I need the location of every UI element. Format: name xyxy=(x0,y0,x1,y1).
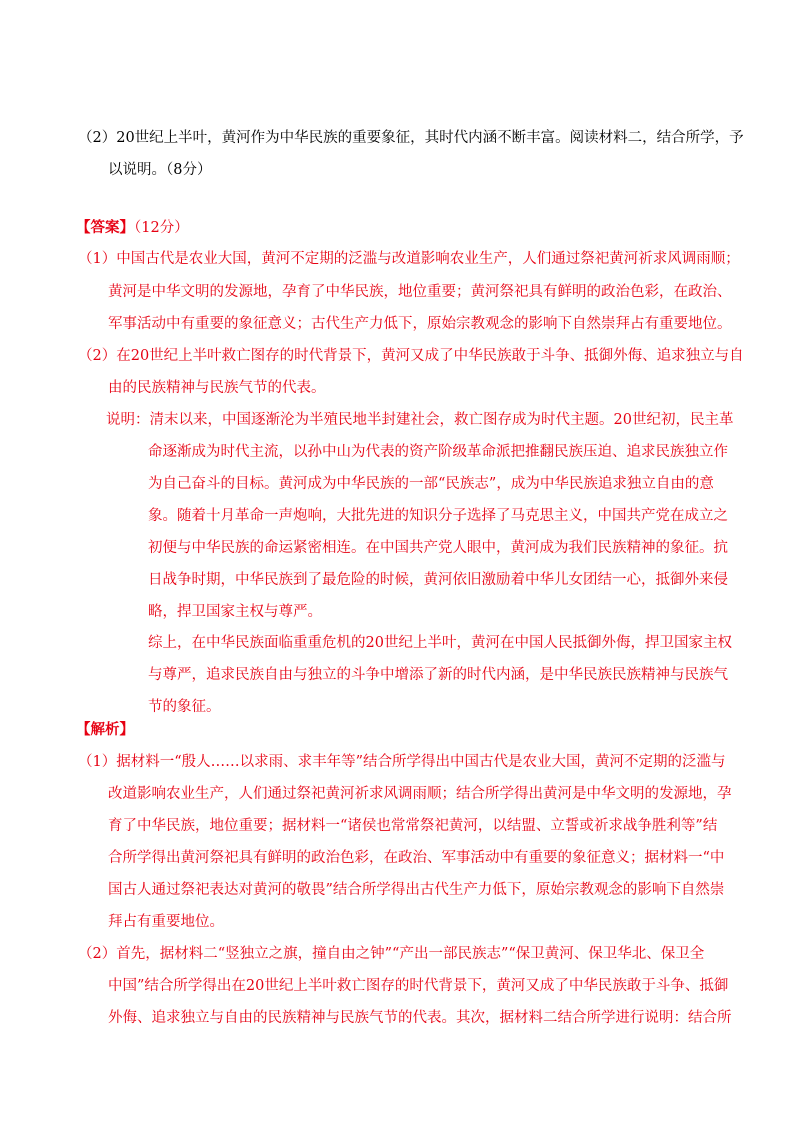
analysis-2-line-2: 中国”结合所学得出在20世纪上半叶救亡图存的时代背景下，黄河又成了中华民族敢于斗争、抵御 xyxy=(108,978,729,994)
analysis-1-line-4: 合所学得出黄河祭祀具有鲜明的政治色彩，在政治、军事活动中有重要的象征意义；据材料一“中 xyxy=(108,850,725,866)
analysis-tag: 【解析】 xyxy=(76,721,134,738)
summary-line-1: 综上，在中华民族面临重重危机的20世纪上半叶，黄河在中国人民抵御外侮，捍卫国家主权 xyxy=(148,635,732,651)
analysis-1-line-3: 育了中华民族，地位重要；据材料一“诸侯也常常祭祀黄河，以结盟、立誓或祈求战争胜利等”结 xyxy=(108,818,718,834)
answer-1-line-3: 军事活动中有重要的象征意义；古代生产力低下，原始宗教观念的影响下自然崇拜占有重要地位。 xyxy=(108,316,732,332)
answer-2-line-2: 由的民族精神与民族气节的代表。 xyxy=(108,380,326,396)
analysis-1-line-2: 改道影响农业生产，人们通过祭祀黄河祈求风调雨顺；结合所学得出黄河是中华文明的发源地，孕 xyxy=(108,786,732,802)
answer-2-line-1: （2）在20世纪上半叶救亡图存的时代背景下，黄河又成了中华民族敢于斗争、抵御外侮、追求独立与自 xyxy=(78,348,744,364)
answer-header xyxy=(76,218,189,238)
answer-1-line-2: 黄河是中华文明的发源地，孕育了中华民族，地位重要；黄河祭祀具有鲜明的政治色彩，在政治、 xyxy=(108,284,732,300)
explain-line-4: 象。随着十月革命一声炮响，大批先进的知识分子选择了马克思主义，中国共产党在成立之 xyxy=(148,508,728,524)
analysis-1-line-6: 拜占有重要地位。 xyxy=(108,914,224,930)
analysis-1-line-5: 国古人通过祭祀表达对黄河的敬畏”结合所学得出古代生产力低下，原始宗教观念的影响下自然崇 xyxy=(108,882,725,898)
explain-line-2: 命逐渐成为时代主流，以孙中山为代表的资产阶级革命派把推翻民族压迫、追求民族独立作 xyxy=(148,444,728,460)
analysis-1-line-1: （1）据材料一“殷人……以求雨、求丰年等”结合所学得出中国古代是农业大国，黄河不定期的泛滥与 xyxy=(78,754,726,770)
summary-line-3: 节的象征。 xyxy=(148,699,221,715)
question-line-2: 以说明。（8分） xyxy=(108,162,212,178)
explain-line-6: 日战争时期，中华民族到了最危险的时候，黄河依旧激励着中华儿女团结一心，抵御外来侵 xyxy=(148,572,728,588)
analysis-2-line-3: 外侮、追求独立与自由的民族精神与民族气节的代表。其次，据材料二结合所学进行说明：结合所 xyxy=(108,1010,732,1026)
answer-score: （12分） xyxy=(134,220,189,236)
answer-1-line-1: （1）中国古代是农业大国，黄河不定期的泛滥与改道影响农业生产，人们通过祭祀黄河祈求风调雨顺； xyxy=(78,251,740,267)
explain-line-5: 初便与中华民族的命运紧密相连。在中国共产党人眼中，黄河成为我们民族精神的象征。抗 xyxy=(148,540,728,556)
answer-tag: 【答案】 xyxy=(76,219,134,236)
summary-line-2: 与尊严，追求民族自由与独立的斗争中增添了新的时代内涵，是中华民族民族精神与民族气 xyxy=(148,667,728,683)
explain-line-1: 说明：清末以来，中国逐渐沦为半殖民地半封建社会，救亡图存成为时代主题。20世纪初，民主革 xyxy=(106,412,734,428)
explain-line-3: 为自己奋斗的目标。黄河成为中华民族的一部“民族志”，成为中华民族追求独立自由的意 xyxy=(148,476,714,492)
analysis-2-line-1: （2）首先，据材料二“竖独立之旗，撞自由之钟”“产出一部民族志”“保卫黄河、保卫华北、保卫全 xyxy=(78,946,705,962)
explain-line-7: 略，捍卫国家主权与尊严。 xyxy=(148,604,322,620)
question-line-1: （2）20世纪上半叶，黄河作为中华民族的重要象征，其时代内涵不断丰富。阅读材料二，结合所学，予 xyxy=(78,130,744,146)
